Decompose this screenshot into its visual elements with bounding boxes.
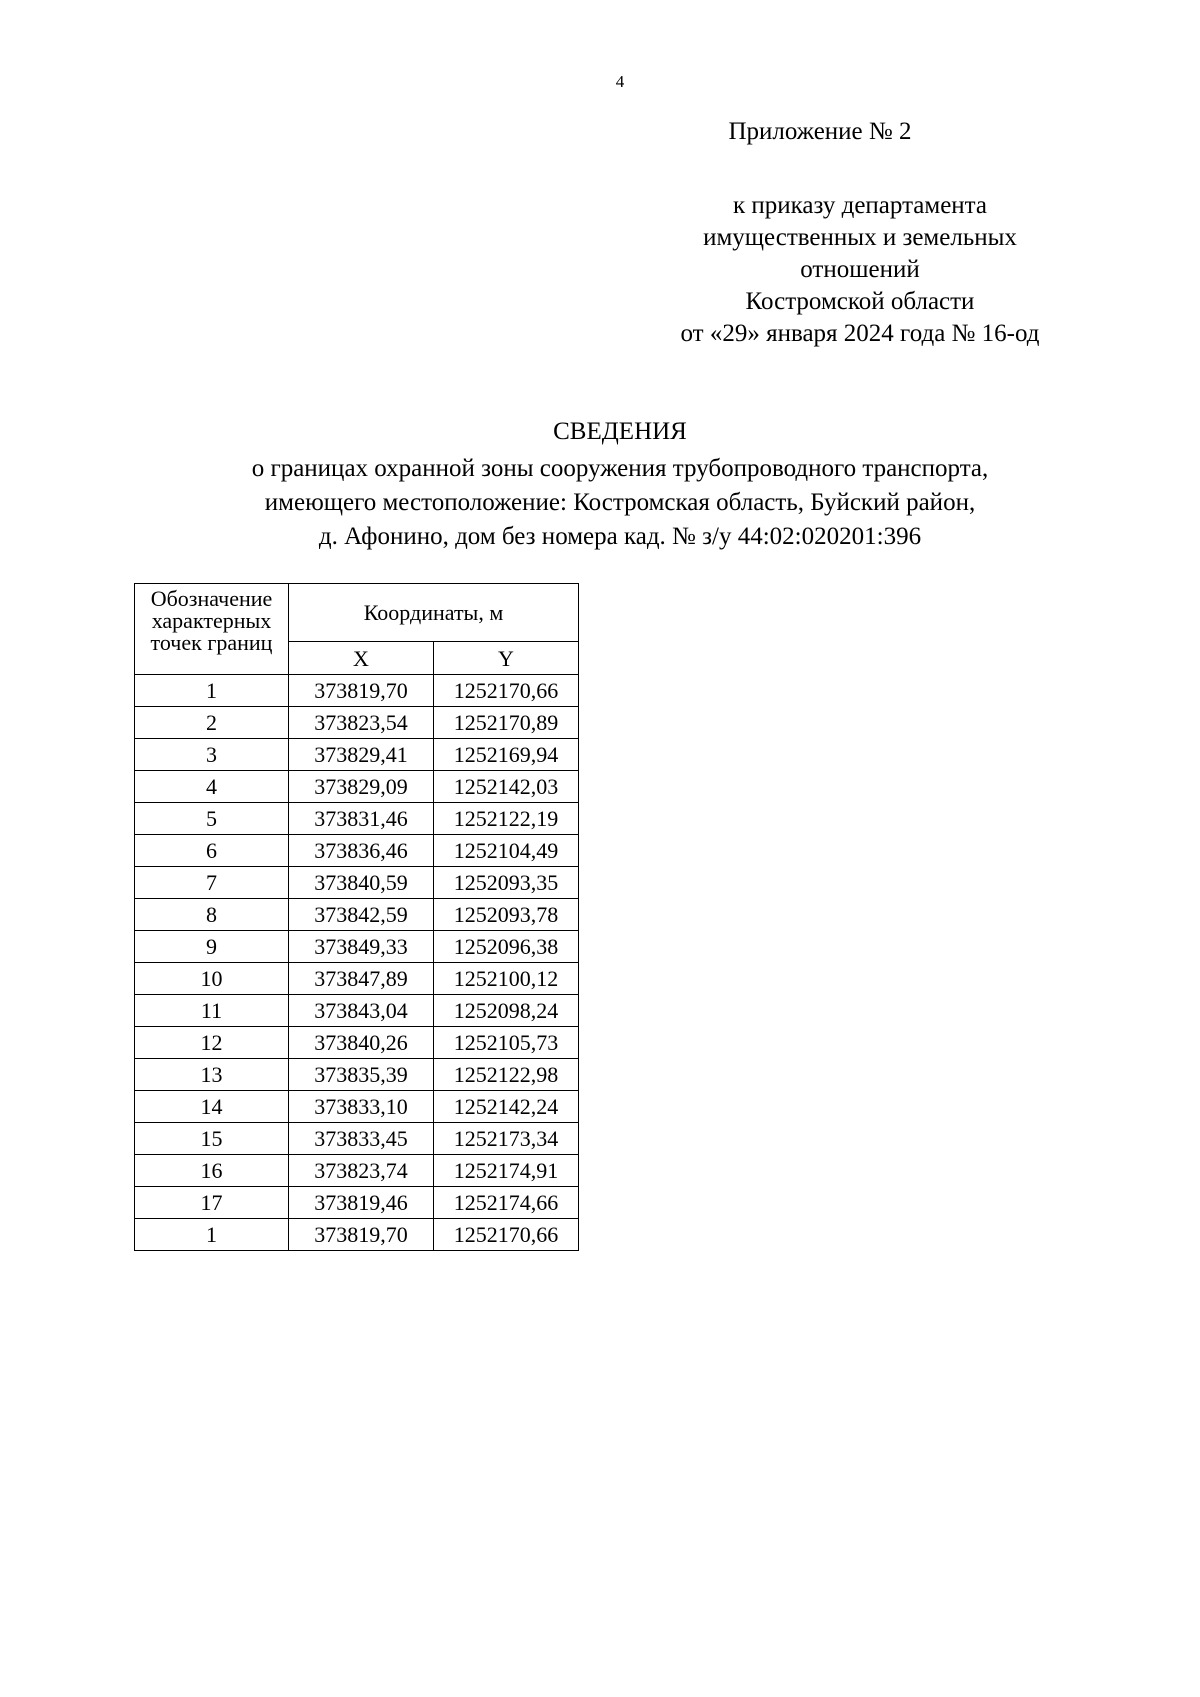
x-cell: 373831,46 [289, 803, 434, 835]
point-cell: 1 [135, 675, 289, 707]
x-cell: 373842,59 [289, 899, 434, 931]
point-cell: 7 [135, 867, 289, 899]
point-cell: 14 [135, 1091, 289, 1123]
y-cell: 1252096,38 [434, 931, 579, 963]
table-row [135, 899, 579, 931]
document-subtitle-line: д. Афонино, дом без номера кад. № з/у 44:02:020201:396 [318, 523, 922, 550]
table-row [135, 707, 579, 739]
y-cell: 1252170,89 [434, 707, 579, 739]
table-row [135, 1155, 579, 1187]
point-cell: 13 [135, 1059, 289, 1091]
x-cell: 373847,89 [289, 963, 434, 995]
point-cell: 1 [135, 1219, 289, 1251]
order-reference-line: имущественных и земельных [703, 224, 1017, 251]
x-cell: 373823,54 [289, 707, 434, 739]
point-header-line: Обозначение [150, 586, 273, 611]
order-reference-line: отношений [800, 256, 920, 283]
point-cell: 3 [135, 739, 289, 771]
point-header [135, 584, 289, 675]
table-row [135, 1187, 579, 1219]
y-cell: 1252105,73 [434, 1027, 579, 1059]
x-cell: 373829,09 [289, 771, 434, 803]
document-subtitle [120, 452, 1120, 554]
table-row [135, 835, 579, 867]
table-row [135, 963, 579, 995]
point-cell: 16 [135, 1155, 289, 1187]
x-cell: 373840,59 [289, 867, 434, 899]
point-cell: 11 [135, 995, 289, 1027]
y-cell: 1252100,12 [434, 963, 579, 995]
table-row [135, 771, 579, 803]
x-cell: 373819,70 [289, 1219, 434, 1251]
document-title: СВЕДЕНИЯ [553, 418, 687, 445]
table-row [135, 1027, 579, 1059]
coordinates-header: Координаты, м [289, 584, 579, 642]
point-cell: 2 [135, 707, 289, 739]
x-cell: 373849,33 [289, 931, 434, 963]
order-reference-line: Костромской области [745, 288, 975, 315]
table-row [135, 803, 579, 835]
document-subtitle-line: о границах охранной зоны сооружения трубопроводного транспорта, [251, 455, 989, 482]
x-cell: 373833,10 [289, 1091, 434, 1123]
x-cell: 373843,04 [289, 995, 434, 1027]
table-row [135, 995, 579, 1027]
table-row [135, 1123, 579, 1155]
point-cell: 17 [135, 1187, 289, 1219]
y-cell: 1252093,35 [434, 867, 579, 899]
x-header: X [289, 642, 434, 675]
x-cell: 373819,70 [289, 675, 434, 707]
order-reference-line: к приказу департамента [732, 192, 988, 219]
coordinates-table [134, 583, 579, 1251]
x-cell: 373840,26 [289, 1027, 434, 1059]
x-cell: 373835,39 [289, 1059, 434, 1091]
point-cell: 9 [135, 931, 289, 963]
document-subtitle-line: имеющего местоположение: Костромская область, Буйский район, [264, 489, 976, 516]
x-cell: 373823,74 [289, 1155, 434, 1187]
point-header-line: характерных [151, 608, 272, 633]
appendix-title: Приложение № 2 [728, 118, 912, 145]
point-cell: 6 [135, 835, 289, 867]
x-cell: 373829,41 [289, 739, 434, 771]
y-cell: 1252174,66 [434, 1187, 579, 1219]
point-cell: 15 [135, 1123, 289, 1155]
point-cell: 8 [135, 899, 289, 931]
y-cell: 1252093,78 [434, 899, 579, 931]
y-cell: 1252142,03 [434, 771, 579, 803]
y-cell: 1252170,66 [434, 675, 579, 707]
y-cell: 1252142,24 [434, 1091, 579, 1123]
table-row [135, 739, 579, 771]
y-cell: 1252170,66 [434, 1219, 579, 1251]
page-number: 4 [615, 72, 625, 91]
x-cell: 373819,46 [289, 1187, 434, 1219]
y-cell: 1252104,49 [434, 835, 579, 867]
y-cell: 1252174,91 [434, 1155, 579, 1187]
table-row [135, 1091, 579, 1123]
table-row [135, 867, 579, 899]
y-cell: 1252122,98 [434, 1059, 579, 1091]
point-cell: 4 [135, 771, 289, 803]
y-cell: 1252169,94 [434, 739, 579, 771]
table-row [135, 931, 579, 963]
y-cell: 1252098,24 [434, 995, 579, 1027]
order-reference [620, 190, 1100, 350]
table-row [135, 675, 579, 707]
table-row [135, 1059, 579, 1091]
table-row [135, 1219, 579, 1251]
y-cell: 1252173,34 [434, 1123, 579, 1155]
point-cell: 12 [135, 1027, 289, 1059]
x-cell: 373836,46 [289, 835, 434, 867]
y-header: Y [434, 642, 579, 675]
point-cell: 10 [135, 963, 289, 995]
point-header-line: точек границ [150, 630, 273, 655]
order-reference-line: от «29» января 2024 года № 16-од [680, 320, 1040, 347]
y-cell: 1252122,19 [434, 803, 579, 835]
x-cell: 373833,45 [289, 1123, 434, 1155]
point-cell: 5 [135, 803, 289, 835]
